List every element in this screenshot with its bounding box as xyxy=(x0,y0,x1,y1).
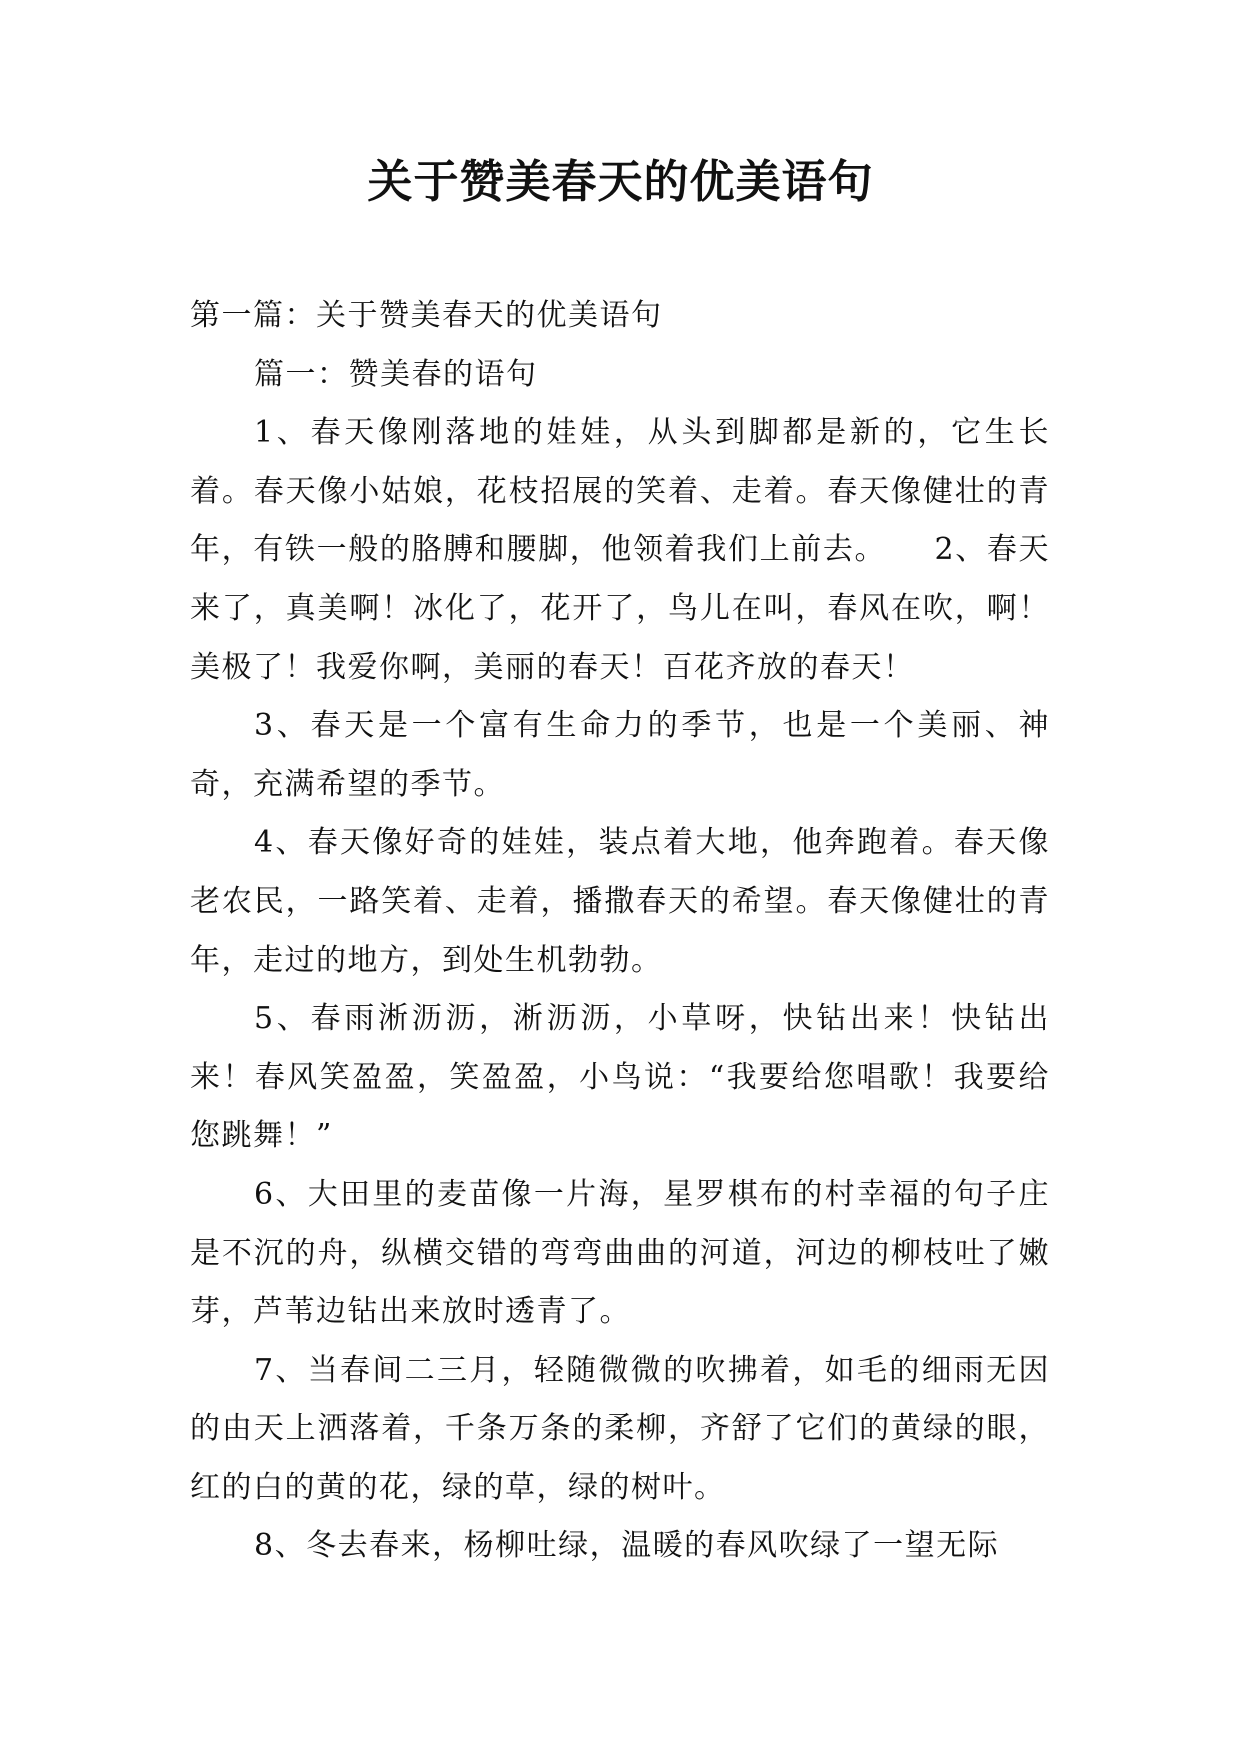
document-body xyxy=(190,287,1050,1576)
subsection-heading: 篇一：赞美春的语句 xyxy=(254,356,538,392)
paragraph-4: 4、春天像好奇的娃娃，装点着大地，他奔跑着。春天像老农民，一路笑着、走着，播撒春天的希望。春天像健壮的青年，走过的地方，到处生机勃勃。 xyxy=(190,825,1050,978)
paragraph-8: 8、冬去春来，杨柳吐绿，温暖的春风吹绿了一望无际 xyxy=(254,1528,1000,1564)
paragraph-3: 3、春天是一个富有生命力的季节，也是一个美丽、神奇，充满希望的季节。 xyxy=(190,708,1050,802)
document-title: 关于赞美春天的优美语句 xyxy=(367,155,874,208)
paragraph-7: 7、当春间二三月，轻随微微的吹拂着，如毛的细雨无因的由天上洒落着，千条万条的柔柳，齐舒了它们的黄绿的眼，红的白的黄的花，绿的草，绿的树叶。 xyxy=(190,1352,1050,1505)
paragraph-6: 6、大田里的麦苗像一片海，星罗棋布的村幸福的句子庄是不沉的舟，纵横交错的弯弯曲曲的河道，河边的柳枝吐了嫩芽，芦苇边钻出来放时透青了。 xyxy=(190,1176,1050,1330)
paragraph-5: 5、春雨淅沥沥，淅沥沥，小草呀，快钻出来！快钻出来！春风笑盈盈，笑盈盈，小鸟说：“我要给您唱歌！我要给您跳舞！” xyxy=(190,1001,1050,1154)
section-heading: 第一篇：关于赞美春天的优美语句 xyxy=(190,298,663,333)
paragraph-1: 1、春天像刚落地的娃娃，从头到脚都是新的，它生长着。春天像小姑娘，花枝招展的笑着、走着。春天像健壮的青年，有铁一般的胳膊和腰脚，他领着我们上前去。 2、春天来了，真美啊！冰化了，花开了，鸟儿在叫，春风在吹，啊！美极了！我爱你啊，美丽的春天！百花齐放的春天！ xyxy=(190,415,1050,685)
